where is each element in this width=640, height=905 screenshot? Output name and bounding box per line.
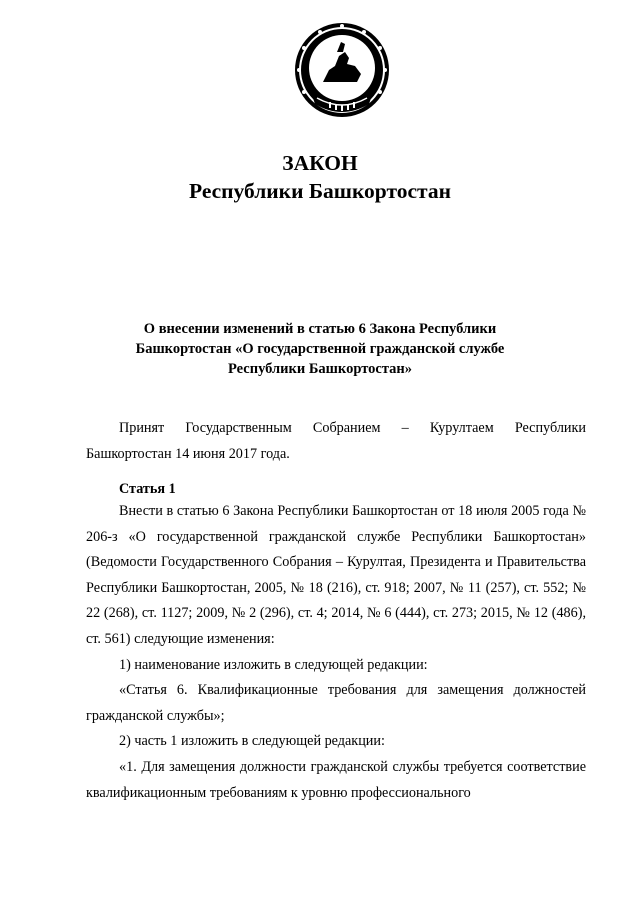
adoption-paragraph: Принят Государственным Собранием – Курултаем Республики Башкортостан 14 июня 2017 года.	[86, 420, 586, 462]
adoption-note	[86, 416, 586, 467]
subject-line-2: Башкортостан «О государственной гражданской службе	[135, 341, 505, 357]
article-paragraph: «1. Для замещения должности гражданской службы требуется соответствие квалификационным требованиям к уровню профессионального	[86, 758, 586, 801]
article-body	[86, 499, 586, 806]
subject-line-3: Республики Башкортостан»	[228, 361, 412, 377]
article-paragraph: «Статья 6. Квалификационные требования для замещения должностей гражданской службы»;	[86, 682, 586, 724]
law-subject	[110, 319, 530, 379]
law-title: ЗАКОН	[282, 151, 358, 175]
article-paragraph: 1) наименование изложить в следующей редакции:	[119, 656, 428, 673]
article-heading: Статья 1	[119, 481, 176, 497]
article-paragraph: 2) часть 1 изложить в следующей редакции:	[119, 733, 385, 750]
article-paragraph: Внести в статью 6 Закона Республики Башкортостан от 18 июля 2005 года № 206-з «О государственной гражданской службе Республики Башкортостан» (Ведомости Государственного Собрания – Курултая, Президента и Правительства Республики Башкортостан, 2005, № 18 (216), ст. 918; 2007, № 11 (257), ст. 552; № 22 (268), ст. 1127; 2009, № 2 (296), ст. 4; 2014, № 6 (444), ст. 273; 2015, № 12 (486), ст. 561) следующие изменения:	[86, 503, 586, 647]
law-subtitle: Республики Башкортостан	[188, 179, 452, 203]
coat-of-arms-emblem	[293, 20, 391, 120]
subject-line-1: О внесении изменений в статью 6 Закона Республики	[143, 321, 497, 337]
